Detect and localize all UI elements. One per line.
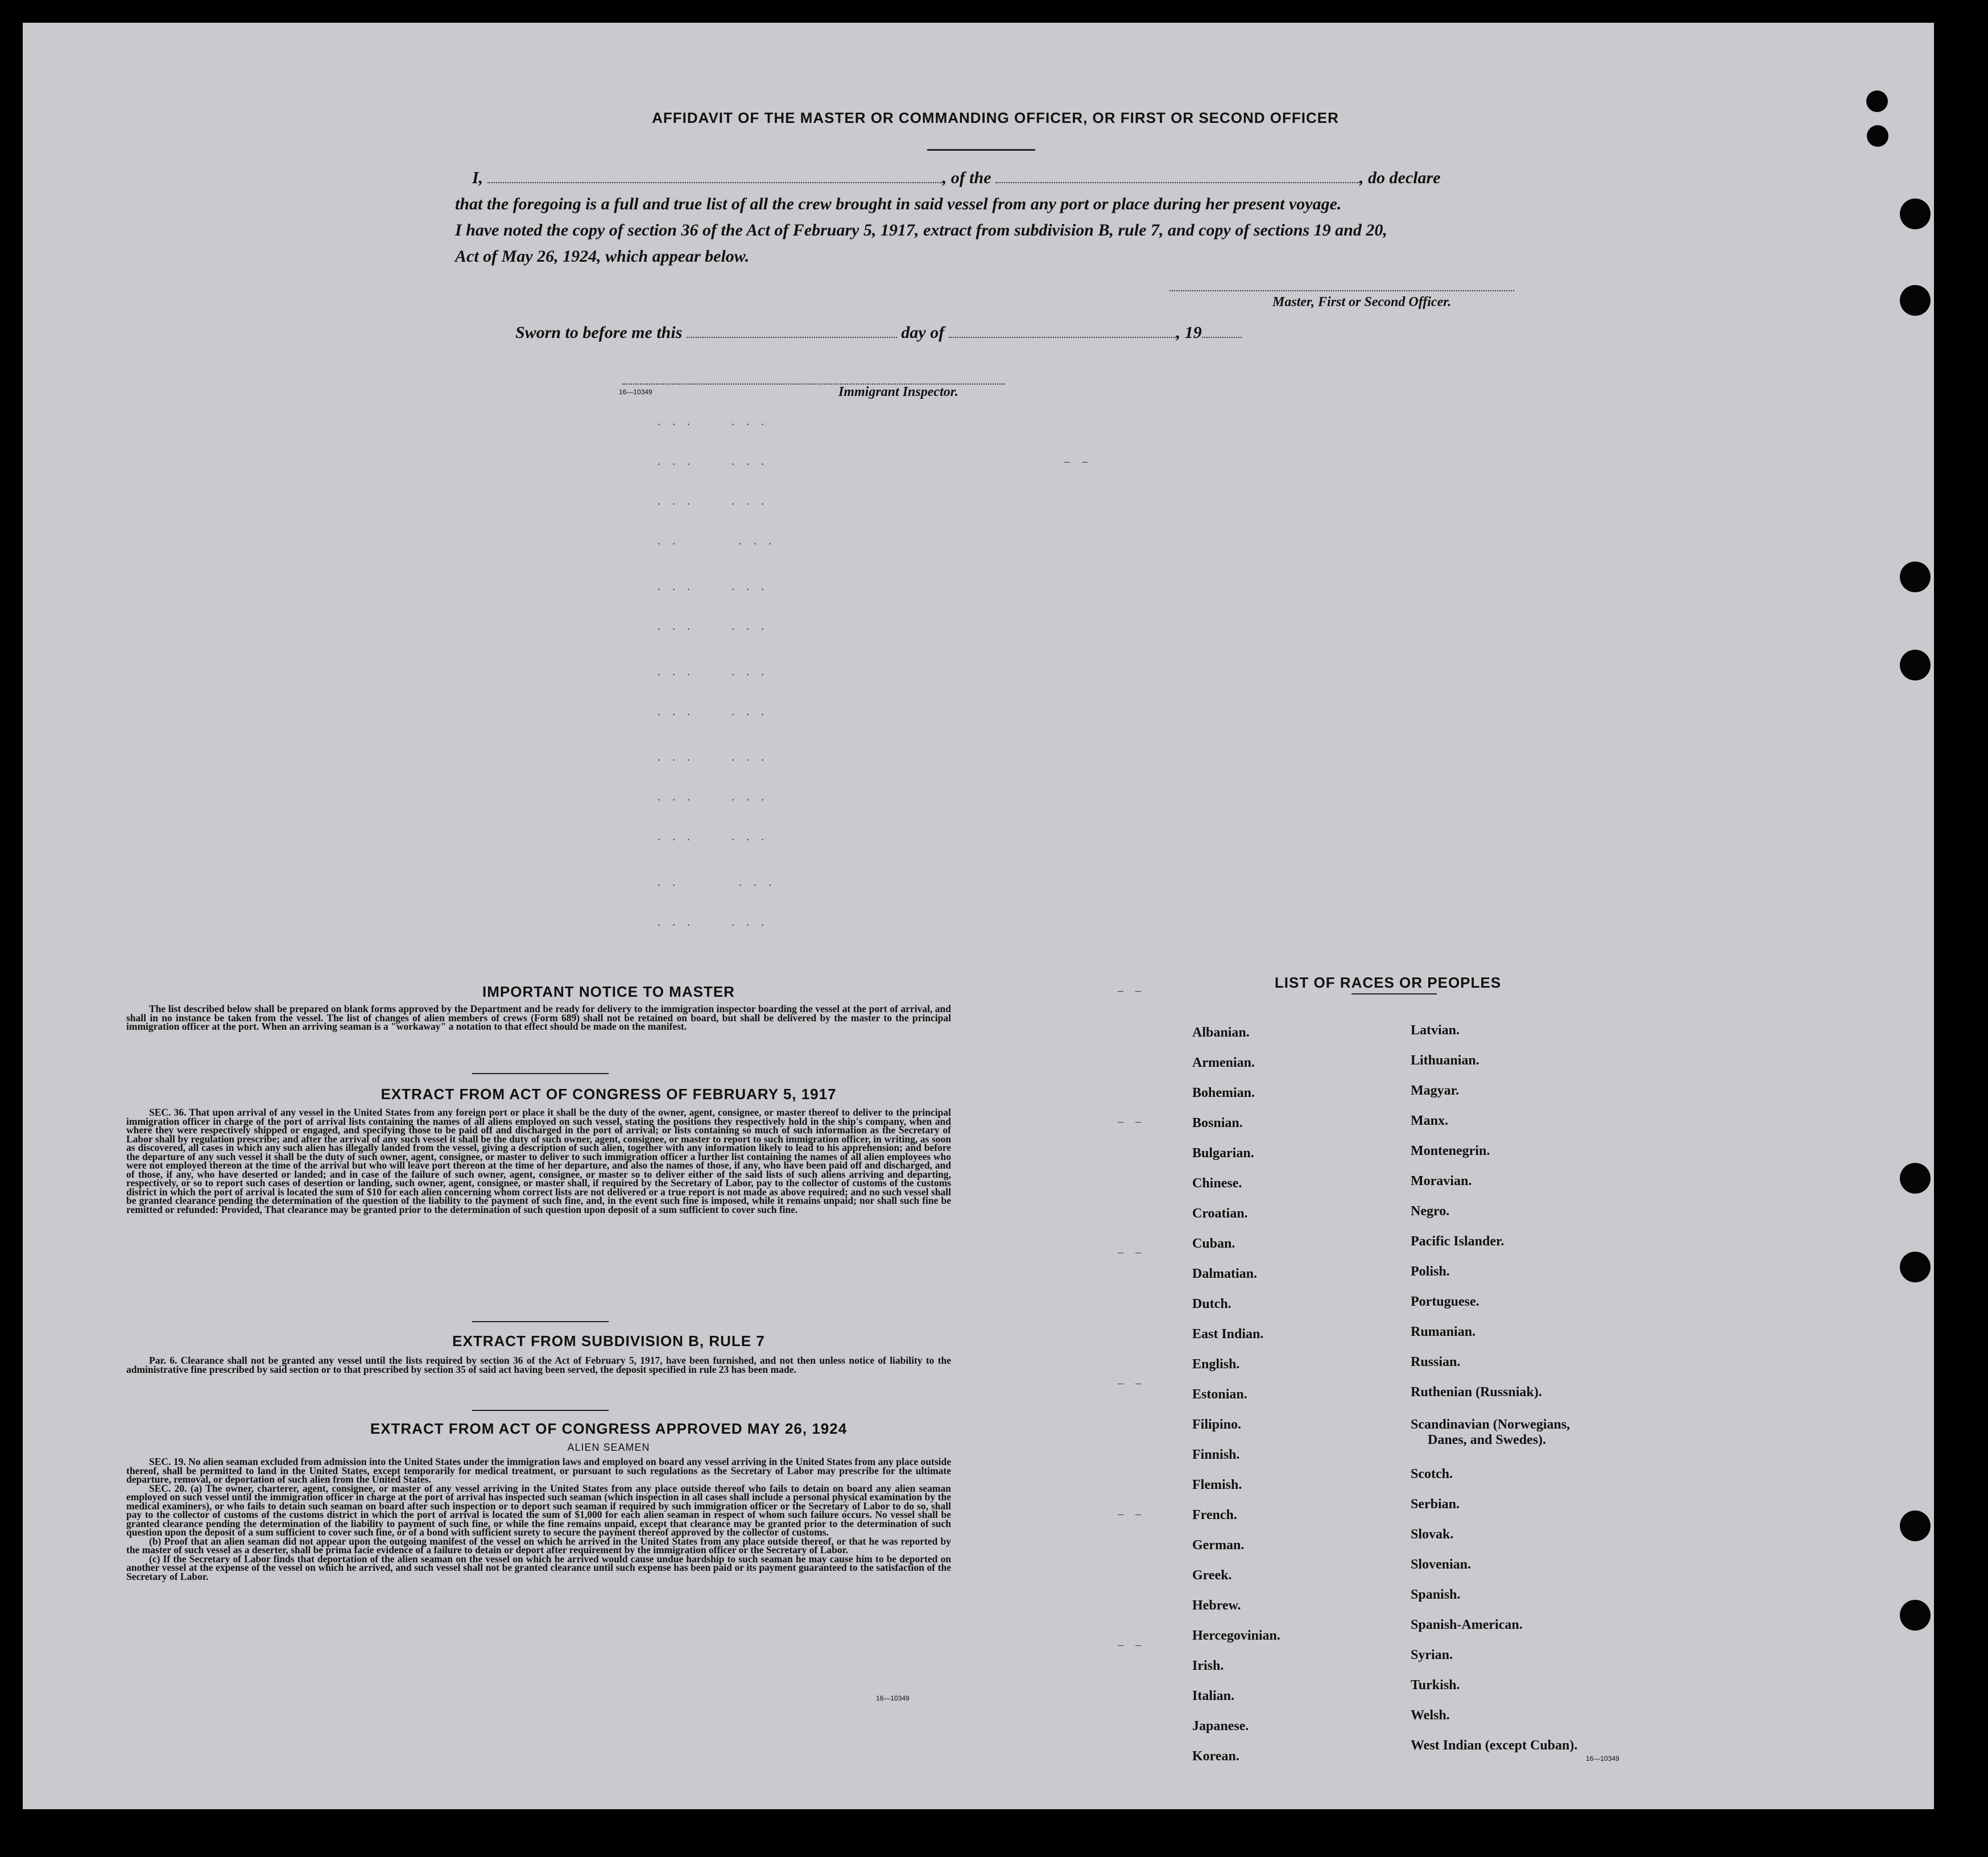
race-left: Greek. [1192, 1568, 1232, 1583]
race-right: Pacific Islander. [1411, 1234, 1505, 1249]
notice-text: The list described below shall be prepared on blank forms approved by the Department and be ready for delivery to the immigration inspector boarding the vessel at the port of arrival, and shall in no instance be taken from the vessel. The list of changes of alien members of crews (Form 689) shall not be retained on board, but shall be delivered by the master to the principal immigration officer at the port. When an arriving seaman is a "workaway" a notation to that effect should be made on the manifest. [126, 1003, 951, 1032]
sworn-month-blank[interactable] [949, 325, 1176, 338]
race-left: Chinese. [1192, 1176, 1242, 1191]
race-left: Albanian. [1192, 1025, 1250, 1040]
race-left: Dutch. [1192, 1297, 1231, 1311]
race-right: Portuguese. [1411, 1294, 1479, 1309]
alien-seamen-subtitle: ALIEN SEAMEN [567, 1442, 650, 1453]
race-right: Scandinavian (Norwegians, [1411, 1417, 1570, 1432]
form-number: 16—10349 [876, 1694, 910, 1702]
bleed-through-marks: – – [1118, 1639, 1146, 1651]
punch-hole [1900, 1511, 1931, 1541]
section-divider [472, 1073, 609, 1074]
race-left: English. [1192, 1357, 1240, 1372]
affidavit-title: AFFIDAVIT OF THE MASTER OR COMMANDING OFFICER, OR FIRST OR SECOND OFFICER [652, 109, 1339, 126]
race-left: Hebrew. [1192, 1598, 1241, 1613]
race-left: Cuban. [1192, 1236, 1235, 1251]
declaration-text [455, 165, 1536, 270]
race-right: Rumanian. [1411, 1324, 1476, 1339]
race-left: Bohemian. [1192, 1086, 1255, 1100]
race-left: Irish. [1192, 1658, 1224, 1673]
section-divider [472, 1410, 609, 1411]
punch-hole [1900, 650, 1931, 680]
bleed-through-marks: . . . . . [658, 535, 776, 547]
form-number: 16—10349 [1586, 1755, 1619, 1763]
race-left: Dalmatian. [1192, 1266, 1257, 1281]
race-left: Italian. [1192, 1689, 1235, 1703]
bleed-through-marks: – – [1118, 1246, 1146, 1258]
race-left: Filipino. [1192, 1417, 1242, 1432]
document-page [23, 23, 1934, 1809]
punch-hole [1900, 199, 1931, 229]
race-left: Croatian. [1192, 1206, 1248, 1221]
declaration-line-3: I have noted the copy of section 36 of the Act of February 5, 1917, extract from subdivision B, rule 7, and copy of sections 19 and 20, [455, 221, 1387, 240]
sec-19: SEC. 19. No alien seaman excluded from admission into the United States under the immigration laws and employed on board any vessel arriving in the United States from any place outside thereof, shall be permitted to land in the United States, except temporarily for medical treatment, or pursuant to such regulations as the Secretary of Labor may prescribe for the ultimate departure, removal, or deportation of such alien from the United States. [126, 1456, 951, 1485]
races-title: LIST OF RACES OR PEOPLES [1274, 974, 1502, 991]
declaration-line-2: that the foregoing is a full and true list of all the crew brought in said vessel from any port or place during her present voyage. [455, 195, 1342, 213]
race-right: West Indian (except Cuban). [1411, 1738, 1578, 1753]
name-blank[interactable] [487, 171, 943, 183]
races-title-underline [1351, 993, 1437, 994]
race-right: Magyar. [1411, 1083, 1460, 1098]
declaration-line-1: I, , of the , do declare [472, 168, 1441, 187]
rule7-text: Par. 6. Clearance shall not be granted any vessel until the lists required by section 36 of the Act of February 5, 1917, have been furnished, and not then unless notice of liability to the administrative fine prescribed by said section or to that prescribed by section 35 of said act having been served, the deposit specified in rule 23 has been made. [126, 1355, 951, 1375]
section-divider [472, 1321, 609, 1322]
race-left: Japanese. [1192, 1719, 1249, 1734]
punch-hole [1900, 1252, 1931, 1282]
race-left: East Indian. [1192, 1327, 1264, 1342]
race-left: Bosnian. [1192, 1116, 1243, 1130]
race-right: Moravian. [1411, 1174, 1472, 1189]
bleed-through-marks: – – [1118, 984, 1146, 997]
inspector-label: Immigrant Inspector. [838, 385, 958, 399]
race-right: Ruthenian (Russniak). [1411, 1385, 1542, 1400]
race-right: Lithuanian. [1411, 1053, 1479, 1068]
race-right-continued: Danes, and Swedes). [1428, 1433, 1547, 1447]
vessel-blank[interactable] [995, 171, 1359, 183]
bleed-through-marks: . . . . . . [658, 751, 768, 764]
title-underline [927, 149, 1035, 151]
sec-20a: SEC. 20. (a) The owner, charterer, agent, consignee, or master of any vessel arriving in the United States from any place outside thereof who fails to detain on board any alien seaman employed on such vessel until the immigration officer in charge at the port of arrival has inspected such seaman (which inspection in all cases shall include a personal physical examination by the medical examiners), or who fails to detain such seaman on board after such inspection or to deport such seaman if required by such immigration officer or the Secretary of Labor to do so, shall pay to the collector of customs of the customs district in which the port of arrival is located the sum of $1,000 for each alien seaman in respect of whom such failure occurs. No vessel shall be granted clearance pending the determination of the liability to payment of such fine, or while the fine remains unpaid, except that clearance may be granted prior to the determination of such question upon the deposit of a sum sufficient to cover such fine, or of a bond with sufficient surety to secure the payment thereof approved by the collector of customs. [126, 1482, 951, 1538]
race-left: Flemish. [1192, 1478, 1242, 1492]
punch-hole [1867, 125, 1888, 147]
bleed-through-marks: . . . . . . [658, 916, 768, 928]
race-right: Manx. [1411, 1113, 1448, 1128]
race-left: Armenian. [1192, 1055, 1255, 1070]
punch-hole [1866, 90, 1888, 112]
declaration-line-4: Act of May 26, 1924, which appear below. [455, 247, 750, 266]
race-right: Negro. [1411, 1204, 1450, 1219]
extract-1924-title: EXTRACT FROM ACT OF CONGRESS APPROVED MAY 26, 1924 [370, 1420, 848, 1437]
bleed-through-marks: . . . . . . – – [658, 455, 1092, 468]
race-right: Slovenian. [1411, 1557, 1472, 1572]
master-label: Master, First or Second Officer. [1272, 295, 1452, 310]
race-left: Finnish. [1192, 1447, 1240, 1462]
race-left: Hercegovinian. [1192, 1628, 1280, 1643]
bleed-through-marks: . . . . . . [658, 620, 768, 633]
bleed-through-marks: . . . . . . [658, 580, 768, 593]
race-left: French. [1192, 1508, 1237, 1522]
bleed-through-marks: . . . . . . [658, 831, 768, 843]
bleed-through-marks: . . . . . . [658, 666, 768, 678]
sec-20b: (b) Proof that an alien seaman did not appear upon the outgoing manifest of the vessel on which he arrived in the United States from any place outside thereof, or that he was reported by the master of such vessel as a deserter, shall be prima facie evidence of a failure to detain or deport after requirement by the immigration officer or the Secretary of Labor. [126, 1535, 951, 1555]
race-left: Estonian. [1192, 1387, 1247, 1402]
race-left: German. [1192, 1538, 1245, 1553]
race-right: Scotch. [1411, 1467, 1453, 1482]
punch-hole [1900, 1163, 1931, 1194]
sworn-day-blank[interactable] [687, 325, 897, 338]
race-right: Syrian. [1411, 1648, 1453, 1662]
bleed-through-marks: – – [1118, 1377, 1146, 1389]
race-right: Russian. [1411, 1355, 1461, 1369]
sworn-line: Sworn to before me this day of , 19 [515, 323, 1242, 342]
race-left: Korean. [1192, 1749, 1239, 1764]
bleed-through-marks: . . . . . . [658, 495, 768, 507]
sec-20c: (c) If the Secretary of Labor finds that deportation of the alien seaman on the vessel on which he arrived would cause undue hardship to such seaman he may cause him to be deported on another vessel at the expense of the vessel on which he arrived, and such vessel shall not be granted clearance until such expense has been paid or its payment guaranteed to the satisfaction of the Secretary of Labor. [126, 1553, 951, 1582]
rule7-title: EXTRACT FROM SUBDIVISION B, RULE 7 [452, 1332, 765, 1350]
master-signature-line[interactable] [1169, 290, 1514, 291]
race-right: Turkish. [1411, 1678, 1460, 1693]
race-right: Spanish. [1411, 1587, 1461, 1602]
bleed-through-marks: – – [1118, 1508, 1146, 1520]
extract-1917-title: EXTRACT FROM ACT OF CONGRESS OF FEBRUARY 5, 1917 [381, 1086, 837, 1103]
notice-title: IMPORTANT NOTICE TO MASTER [482, 983, 735, 1000]
bleed-through-marks: . . . . . . [658, 415, 768, 428]
punch-hole [1900, 562, 1931, 592]
punch-hole [1900, 1600, 1931, 1631]
extract-1917-text: SEC. 36. That upon arrival of any vessel in the United States from any foreign port or place it shall be the duty of the owner, agent, consignee, or master thereof to deliver to the principal immigration officer in charge of the port of arrival lists containing the names of all aliens employed on such vessel, stating the positions they respectively hold in the ship's company, when and where they were respectively shipped or engaged, and specifying those to be paid off and discharged in the port of arrival; or lists containing so much of such information as the Secretary of Labor shall by regulation prescribe; and after the arrival of any such vessel it shall be the duty of such owner, agent, consignee, or master to report to such immigration officer, in writing, as soon as discovered, all cases in which any such alien has illegally landed from the vessel, giving a description of such alien, together with any information likely to lead to his apprehension; and before the departure of any such vessel it shall be the duty of such owner, agent, consignee, or master to deliver to such immigration officer a further list containing the names of all alien employees who were not employed thereon at the time of the arrival but who will leave port thereon at the time of her departure, and also the names of those, if any, who have been paid off and discharged, and of those, if any, who have deserted or landed; and in case of the failure of such owner, agent, consignee, or master so to deliver either of the said lists of such aliens arriving and departing, respectively, or so to report such cases of desertion or landing, such owner, agent, consignee, or master shall, if required by the Secretary of Labor, pay to the collector of customs of the customs district in which the port of arrival is located the sum of $10 for each alien concerning whom correct lists are not delivered or a true report is not made as above required; and no such vessel shall be granted clearance pending the determination of the question of the liability to the payment of such fine, and, in the event such fine is imposed, while it remains unpaid; nor shall such fine be remitted or refunded: Provided, That clearance may be granted prior to the determination of such question upon deposit of a sum sufficient to cover such fine. [126, 1107, 951, 1215]
form-number: 16—10349 [619, 388, 652, 396]
race-right: Polish. [1411, 1264, 1450, 1279]
extract-1924-text [126, 1458, 951, 1581]
bleed-through-marks: . . . . . [658, 876, 776, 889]
race-right: Welsh. [1411, 1708, 1450, 1723]
race-right: Slovak. [1411, 1527, 1454, 1542]
bleed-through-marks: . . . . . . [658, 791, 768, 803]
sworn-year-blank[interactable] [1202, 325, 1242, 338]
race-right: Montenegrin. [1411, 1144, 1490, 1158]
punch-hole [1900, 285, 1931, 316]
bleed-through-marks: . . . . . . [658, 705, 768, 718]
race-right: Spanish-American. [1411, 1617, 1523, 1632]
race-right: Serbian. [1411, 1497, 1460, 1512]
race-right: Latvian. [1411, 1023, 1460, 1038]
race-left: Bulgarian. [1192, 1146, 1254, 1161]
bleed-through-marks: – – [1118, 1115, 1146, 1128]
